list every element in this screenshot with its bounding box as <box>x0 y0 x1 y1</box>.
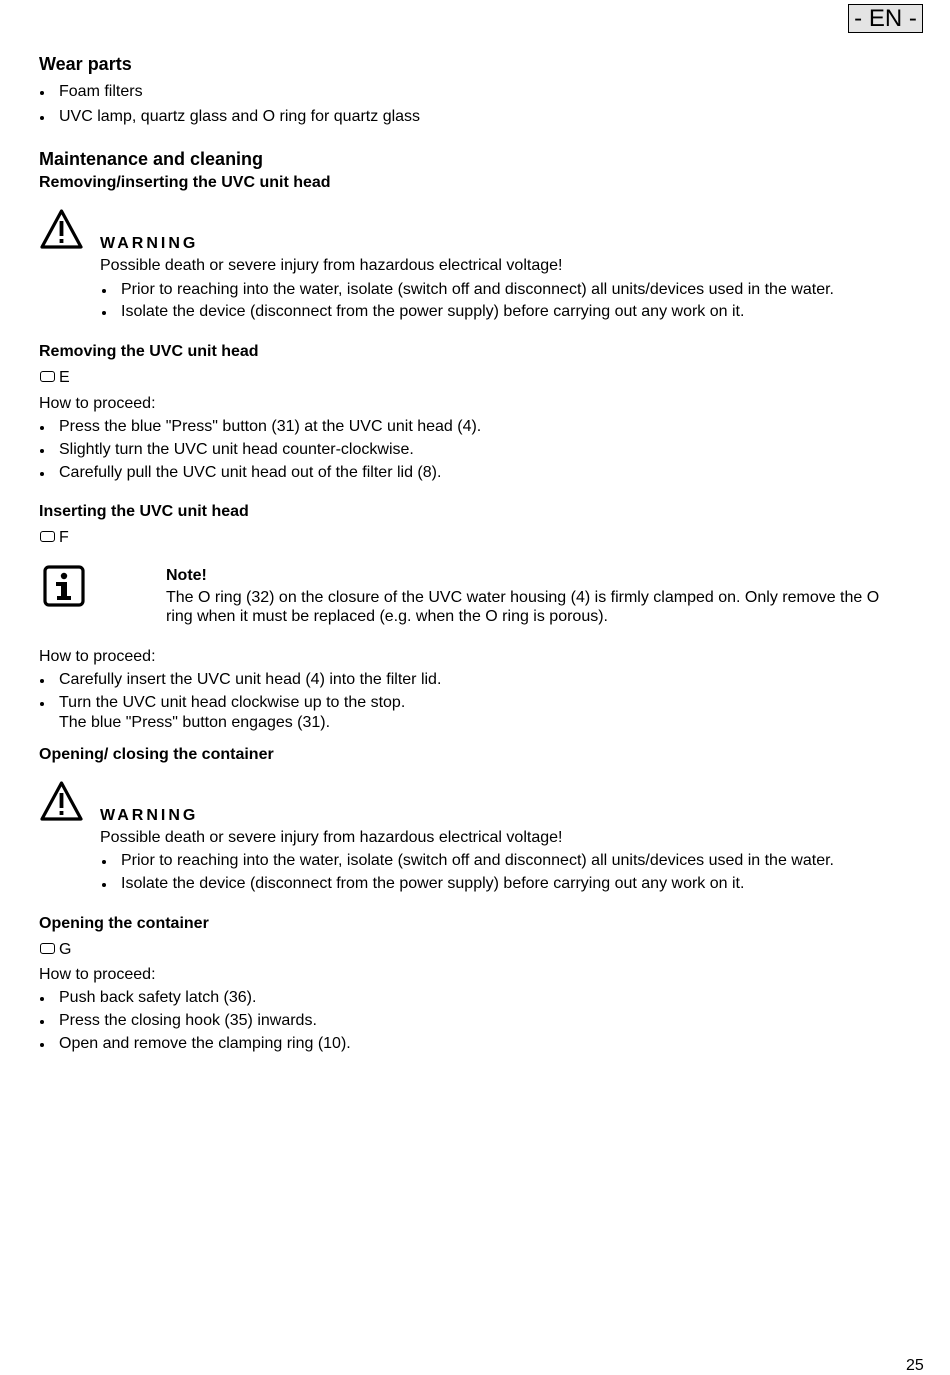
figure-reference <box>40 369 70 387</box>
list-item: Press the blue "Press" button (31) at the UVC unit head (4). <box>59 418 482 435</box>
list-item: Foam filters <box>59 83 143 100</box>
figure-reference <box>40 529 69 547</box>
list-item: Isolate the device (disconnect from the power supply) before carrying out any work on it. <box>121 303 745 320</box>
note-text: The O ring (32) on the closure of the UVC water housing (4) is firmly clamped on. Only remove the O <box>166 589 880 606</box>
list-item: Carefully insert the UVC unit head (4) into the filter lid. <box>59 671 442 688</box>
inserting-heading: Inserting the UVC unit head <box>39 503 249 520</box>
warning-text: Possible death or severe injury from hazardous electrical voltage! <box>100 829 563 846</box>
list-item: Open and remove the clamping ring (10). <box>59 1035 351 1052</box>
opening-heading: Opening the container <box>39 915 209 932</box>
figure-label: F <box>59 529 69 546</box>
maintenance-heading: Maintenance and cleaning <box>39 149 264 169</box>
list-item: Prior to reaching into the water, isolate (switch off and disconnect) all units/devices used in the water. <box>121 852 834 869</box>
figure-box-icon <box>40 943 55 954</box>
warning-triangle-icon <box>39 780 84 822</box>
figure-label: G <box>59 941 72 958</box>
page-number: 25 <box>906 1357 924 1374</box>
how-to-proceed: How to proceed: <box>39 648 156 665</box>
figure-label: E <box>59 369 70 386</box>
removing-heading: Removing the UVC unit head <box>39 343 259 360</box>
list-item-continuation: The blue "Press" button engages (31). <box>59 714 331 731</box>
warning-title: WARNING <box>100 807 199 824</box>
list-item: UVC lamp, quartz glass and O ring for quartz glass <box>59 108 421 125</box>
list-item: Turn the UVC unit head clockwise up to the stop. <box>59 694 406 711</box>
language-tab: - EN - <box>848 4 923 33</box>
note-text: ring when it must be replaced (e.g. when the O ring is porous). <box>166 608 608 625</box>
how-to-proceed: How to proceed: <box>39 395 156 412</box>
list-item: Carefully pull the UVC unit head out of the filter lid (8). <box>59 464 442 481</box>
wear-parts-heading: Wear parts <box>39 54 132 74</box>
list-item: Press the closing hook (35) inwards. <box>59 1012 317 1029</box>
note-title: Note! <box>166 567 207 584</box>
list-item: Slightly turn the UVC unit head counter-clockwise. <box>59 441 414 458</box>
warning-title: WARNING <box>100 235 199 252</box>
figure-reference <box>40 941 71 959</box>
list-item: Isolate the device (disconnect from the power supply) before carrying out any work on it. <box>121 875 745 892</box>
removing-inserting-subheading: Removing/inserting the UVC unit head <box>39 174 331 191</box>
list-item: Push back safety latch (36). <box>59 989 257 1006</box>
how-to-proceed: How to proceed: <box>39 966 156 983</box>
warning-triangle-icon <box>39 208 84 250</box>
info-icon <box>43 565 85 607</box>
list-item: Prior to reaching into the water, isolate (switch off and disconnect) all units/devices used in the water. <box>121 281 834 298</box>
figure-box-icon <box>40 531 55 542</box>
warning-text: Possible death or severe injury from hazardous electrical voltage! <box>100 257 563 274</box>
figure-box-icon <box>40 371 55 382</box>
container-heading: Opening/ closing the container <box>39 746 274 763</box>
